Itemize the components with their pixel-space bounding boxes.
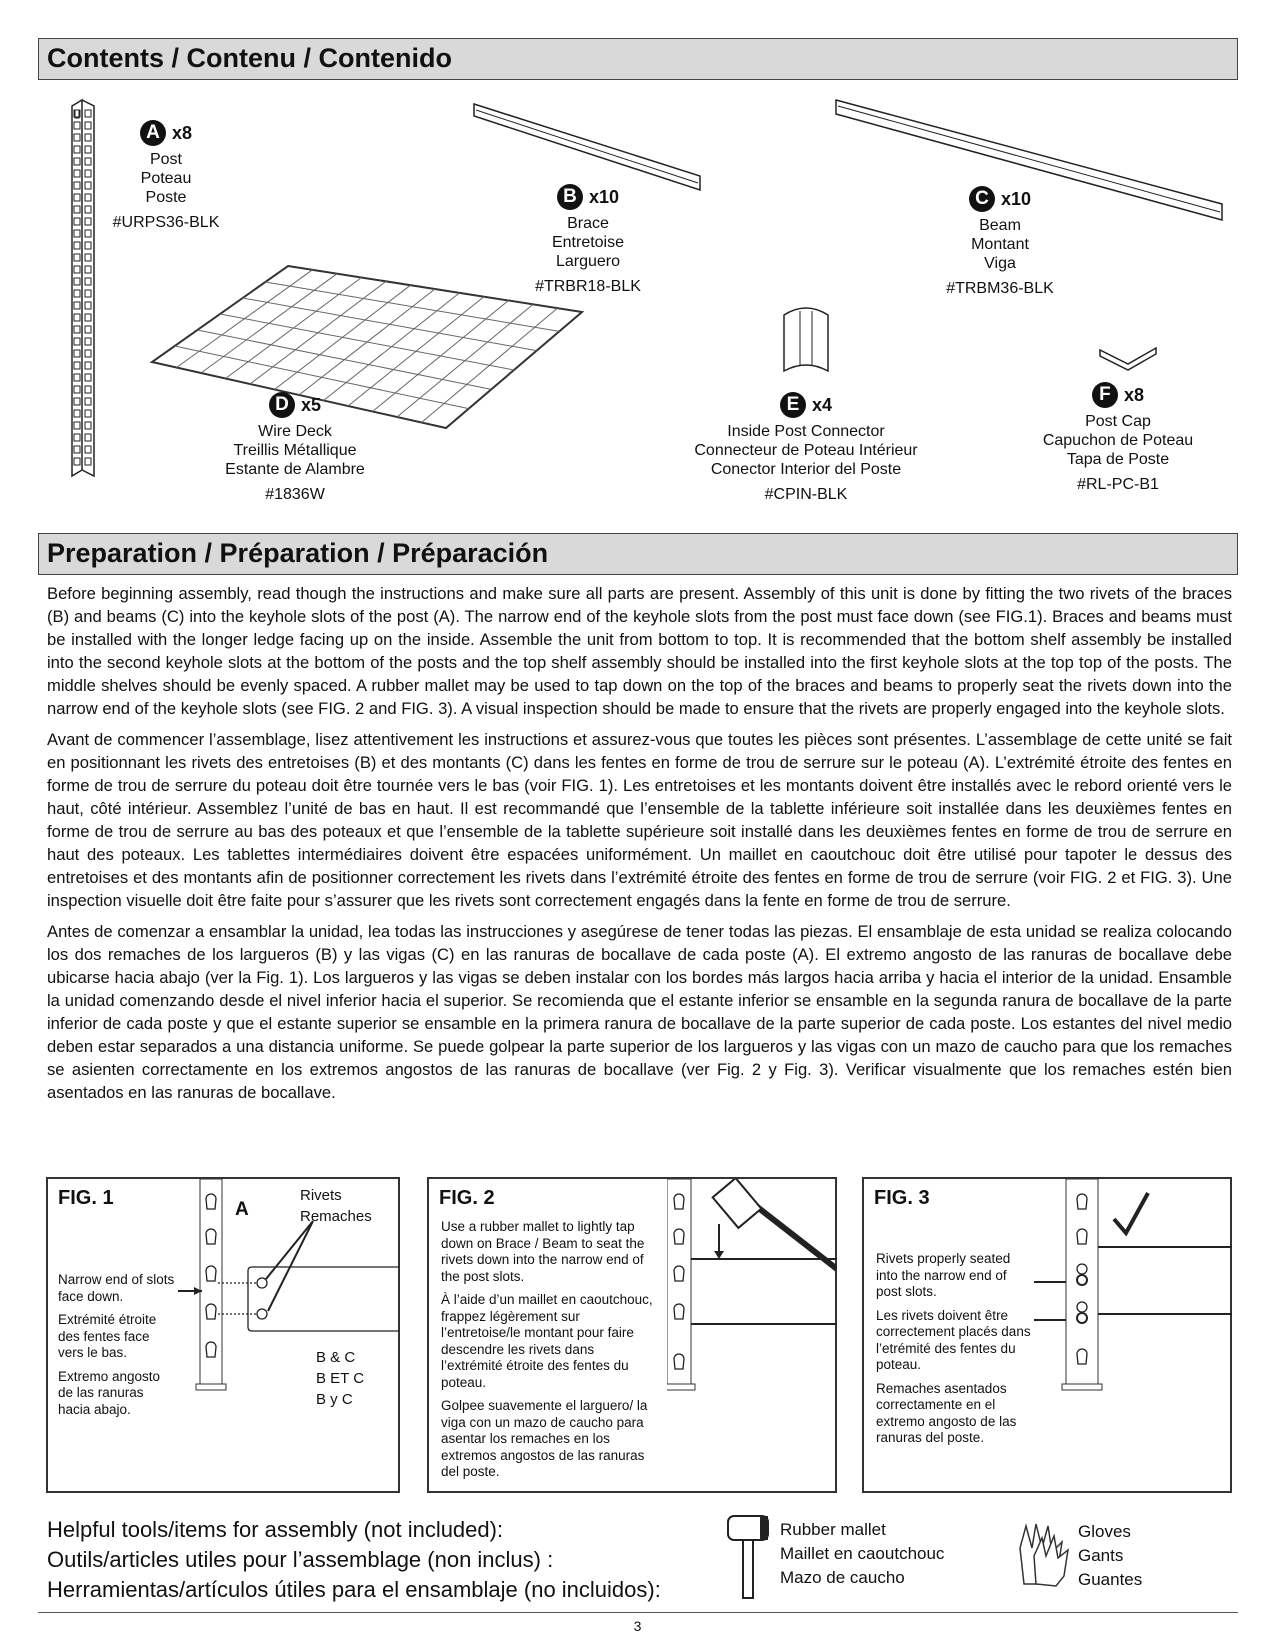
tools-heading-es: Herramientas/artículos útiles para el ensamblaje (no incluidos): xyxy=(47,1577,661,1602)
figure-text: Les rivets doivent être correctement placés dans l’etrémité des fentes du poteau. xyxy=(876,1307,1031,1372)
parts-label: B & C xyxy=(316,1349,356,1366)
part-sku: #RL-PC-B1 xyxy=(1077,476,1159,493)
part-name: Entretoise xyxy=(551,234,625,251)
contents-header: Contents / Contenu / Contenido xyxy=(38,38,1238,80)
figure-title: FIG. 1 xyxy=(58,1187,114,1209)
part-name: Post xyxy=(149,151,182,168)
part-qty: x10 xyxy=(588,186,620,207)
part-e xyxy=(676,392,936,504)
part-qty: x8 xyxy=(171,122,193,143)
part-letter: D xyxy=(269,392,295,418)
figure-2 xyxy=(427,1177,837,1493)
part-name: Poteau xyxy=(140,170,192,187)
figure-text: Remaches asentados correctamente en el extremo angosto de las ranuras del poste. xyxy=(876,1380,1017,1445)
tools-heading-en: Helpful tools/items for assembly (not included): xyxy=(47,1517,504,1542)
part-name: Viga xyxy=(984,255,1016,272)
figure-text: Golpee suavemente el larguero/ la viga con un mazo de caucho para asentar los remaches en los extremos angostos de las ranuras del poste. xyxy=(441,1398,648,1479)
figure-title: FIG. 2 xyxy=(439,1187,495,1209)
page-number: 3 xyxy=(633,1618,642,1634)
part-name: Beam xyxy=(979,217,1021,234)
figure-text: Extremo angosto de las ranuras hacia abajo. xyxy=(58,1368,161,1417)
rubber-mallet-icon xyxy=(722,1512,774,1602)
post-label: A xyxy=(235,1199,249,1220)
gloves-label: Gants xyxy=(1078,1546,1124,1565)
part-name: Conector Interior del Poste xyxy=(710,461,902,478)
preparation-text xyxy=(47,582,1232,1112)
part-qty: x5 xyxy=(300,394,322,415)
part-c xyxy=(920,186,1080,298)
rivets-label: Rivets xyxy=(300,1187,342,1204)
rivets-label: Remaches xyxy=(300,1208,372,1225)
part-sku: #TRBM36-BLK xyxy=(946,280,1054,297)
part-sku: #CPIN-BLK xyxy=(764,486,848,503)
mallet-label: Rubber mallet xyxy=(780,1520,886,1539)
part-name: Brace xyxy=(567,215,609,232)
figure-text: À l’aide d’un maillet en caoutchouc, frappez légèrement sur l’entretoise/le montant pour faire descendre les rivets dans l’extrémité étroite des fentes du poteau. xyxy=(441,1292,653,1390)
part-qty: x4 xyxy=(811,394,833,415)
figure-text: Rivets properly seated into the narrow end of post slots. xyxy=(876,1251,1011,1299)
tools-heading-fr: Outils/articles utiles pour l’assemblage (non inclus) : xyxy=(47,1547,554,1572)
part-letter: B xyxy=(557,184,583,210)
part-name: Poste xyxy=(145,189,187,206)
mallet-label: Maillet en caoutchouc xyxy=(780,1544,945,1563)
parts-label: B y C xyxy=(316,1391,353,1408)
part-sku: #URPS36-BLK xyxy=(112,214,220,231)
mallet-label: Mazo de caucho xyxy=(780,1568,905,1587)
post-illustration xyxy=(68,98,98,478)
deck-wire xyxy=(220,314,514,370)
part-letter: C xyxy=(969,186,995,212)
part-b xyxy=(510,184,666,296)
deck-wire xyxy=(197,330,491,389)
tools-heading xyxy=(47,1515,661,1605)
part-name: Montant xyxy=(971,236,1029,253)
post-cap-illustration xyxy=(1098,342,1158,372)
part-name: Treillis Métallique xyxy=(233,442,357,459)
post-connector-illustration xyxy=(778,305,836,377)
figure-text: Use a rubber mallet to lightly tap down on Brace / Beam to seat the rivets down into the narrow end of the post slots. xyxy=(441,1219,645,1284)
figure-title: FIG. 3 xyxy=(874,1187,930,1209)
part-name: Capuchon de Poteau xyxy=(1042,432,1194,449)
part-sku: #TRBR18-BLK xyxy=(535,278,641,295)
part-name: Inside Post Connector xyxy=(727,423,885,440)
preparation-header: Preparation / Préparation / Préparación xyxy=(38,533,1238,575)
deck-wire xyxy=(243,298,537,351)
paragraph-fr: Avant de commencer l’assemblage, lisez attentivement les instructions et assurez-vous que toutes les pièces sont présentes. L’assemblage de cette unité se fait en positionnant les rivets des entretoises (B) et des montants (C) dans les fentes en forme de trou de serrure sur le poteau (A). L’extrémité étroite des fentes en forme de trou de serrure du poteau doit être tournée vers le bas (voir FIG. 1). Les entretoises et les montants doivent être installés avec le rebord orienté vers le haut, côté intérieur. Assemblez l’unité de bas en haut. Il est recommandé que l’ensemble de la tablette inférieure soit installée dans les deuxièmes fentes en forme de trou de serrure au bas des poteaux et que l’ensemble de la tablette supérieure soit installé dans les deuxièmes fentes en forme de trou de serrure en haut des poteaux. Les tablettes intermédiaires doivent être espacées uniformément. Un maillet en caoutchouc doit être utilisé pour tapoter le dessus des entretoises et des montants afin de positionner correctement les rivets dans l’extrémité étroite des fentes en forme de trou de serrure (voir FIG. 2 et FIG. 3). Une inspection visuelle doit être faite pour s’assurer que les rivets sont correctement engagés dans la fente en forme de trou de serrure. xyxy=(47,730,1232,910)
part-sku: #1836W xyxy=(265,486,325,503)
part-name: Tapa de Poste xyxy=(1066,451,1170,468)
seated-rivets-diagram xyxy=(1034,1179,1232,1399)
part-d xyxy=(200,392,390,504)
part-name: Wire Deck xyxy=(258,423,332,440)
gloves-label: Gloves xyxy=(1078,1522,1131,1541)
parts-label: B ET C xyxy=(316,1370,365,1387)
part-qty: x8 xyxy=(1123,384,1145,405)
gloves-label: Guantes xyxy=(1078,1570,1143,1589)
part-letter: F xyxy=(1092,382,1118,408)
figure-1 xyxy=(46,1177,400,1493)
footer-divider xyxy=(38,1612,1238,1613)
part-name: Connecteur de Poteau Intérieur xyxy=(694,442,918,459)
part-letter: A xyxy=(140,120,166,146)
part-name: Estante de Alambre xyxy=(225,461,365,478)
gloves-icon xyxy=(1014,1518,1072,1588)
part-letter: E xyxy=(780,392,806,418)
part-qty: x10 xyxy=(1000,188,1032,209)
part-name: Post Cap xyxy=(1085,413,1151,430)
brace-illustration xyxy=(468,98,708,194)
part-name: Larguero xyxy=(555,253,621,270)
figure-text: Extrémité étroite des fentes face vers le bas. xyxy=(58,1312,157,1360)
mallet-diagram xyxy=(667,1179,837,1399)
paragraph-en: Before beginning assembly, read though the instructions and make sure all parts are present. Assembly of this unit is done by fitting the two rivets of the braces (B) and beams (C) into the keyhole slots of the post (A). The narrow end of the keyhole slots from the post must face down (see FIG.1). Braces and beams must be installed with the longer ledge facing up on the inside. Assemble the unit from bottom to top. It is recommended that the bottom shelf assembly be installed into the second keyhole slots at the bottom of the posts and the top shelf assembly should be installed into the first keyhole slots at the top top of the posts. The middle shelves should be evenly spaced. A rubber mallet may be used to tap down on the top of the braces and beams to properly seat the rivets down into the narrow end of the keyhole slots (see FIG. 2 and FIG. 3). A visual inspection should be made to ensure that the rivets are properly engaged into the keyhole slots. xyxy=(47,584,1232,718)
figure-text: Narrow end of slots face down. xyxy=(58,1272,175,1304)
paragraph-es: Antes de comenzar a ensamblar la unidad, lea todas las instrucciones y asegúrese de tener todas las piezas. El ensamblaje de esta unidad se realiza colocando los dos remaches de los largueros (B) y las vigas (C) en las ranuras de bocallave de cada poste (A). El extremo angosto de las ranuras de bocallave debe ubicarse hacia abajo (ver la Fig. 1). Los largueros y las vigas se deben instalar con los bordes más largos hacia arriba y hacia el interior de la unidad. Ensamble la unidad comenzando desde el nivel inferior hacia el superior. Se recomienda que el estante inferior se ensamble en la segunda ranura de bocallave de la parte inferior de cada poste y que el estante superior se ensamble en la primera ranura de bocallave de la parte superior de cada poste. Los estantes del nivel medio deben estar separados a una distancia uniforme. Se puede golpear la parte superior de los largueros y las vigas con un mazo de caucho para que los remaches se asienten correctamente en los extremos angostos de las ranuras de bocallave (ver Fig. 2 y Fig. 3). Verificar visualmente que los remaches estén bien asentados en las ranuras de bocallave. xyxy=(47,922,1232,1102)
figure-3 xyxy=(862,1177,1232,1493)
part-f xyxy=(1028,382,1208,494)
part-a xyxy=(106,120,226,232)
